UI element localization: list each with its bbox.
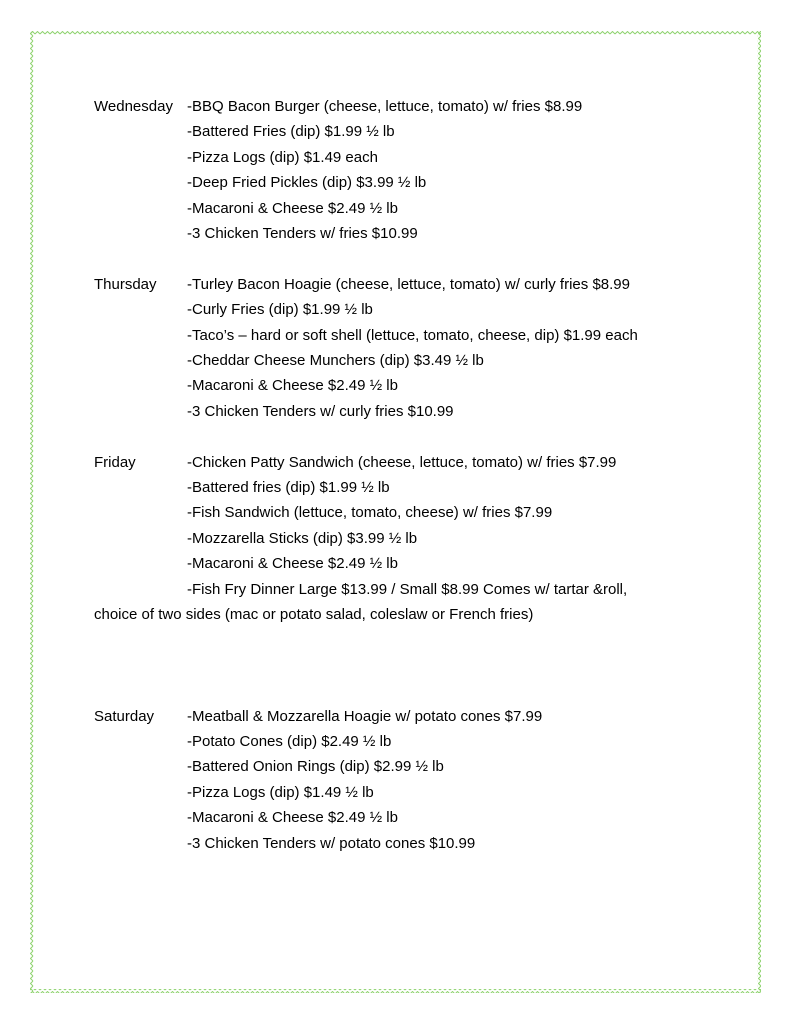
border-right xyxy=(757,31,761,993)
menu-item: -Mozzarella Sticks (dip) $3.99 ½ lb xyxy=(187,529,418,547)
spacer xyxy=(94,424,734,449)
day-friday xyxy=(94,450,734,628)
menu-item: -Turley Bacon Hoagie (cheese, lettuce, tomato) w/ curly fries $8.99 xyxy=(187,275,630,293)
menu-item: -Potato Cones (dip) $2.49 ½ lb xyxy=(187,732,392,750)
day-wednesday xyxy=(94,94,734,246)
menu-item: -Meatball & Mozzarella Hoagie w/ potato cones $7.99 xyxy=(187,707,543,725)
day-label: Saturday xyxy=(94,707,155,725)
menu-item: -Macaroni & Cheese $2.49 ½ lb xyxy=(187,377,398,395)
spacer xyxy=(94,628,734,704)
spacer xyxy=(94,246,734,271)
menu-item: -Taco’s – hard or soft shell (lettuce, tomato, cheese, dip) $1.99 each xyxy=(187,326,638,344)
menu-item: -Curly Fries (dip) $1.99 ½ lb xyxy=(187,301,373,319)
menu-item: -Battered Onion Rings (dip) $2.99 ½ lb xyxy=(187,758,444,776)
day-label: Friday xyxy=(94,453,136,471)
menu-item: -Cheddar Cheese Munchers (dip) $3.49 ½ lb xyxy=(187,352,484,370)
border-bottom xyxy=(30,989,761,993)
day-saturday xyxy=(94,704,734,856)
menu-item: -Macaroni & Cheese $2.49 ½ lb xyxy=(187,199,398,217)
menu-item: -BBQ Bacon Burger (cheese, lettuce, tomato) w/ fries $8.99 xyxy=(187,98,583,115)
weekly-menu xyxy=(94,94,734,856)
day-label: Thursday xyxy=(94,275,157,293)
menu-item: -Battered Fries (dip) $1.99 ½ lb xyxy=(187,123,395,141)
menu-item: -Fish Fry Dinner Large $13.99 / Small $8.99 Comes w/ tartar &roll, xyxy=(187,580,628,598)
menu-item-continuation: choice of two sides (mac or potato salad, coleslaw or French fries) xyxy=(94,606,534,624)
menu-item: -Fish Sandwich (lettuce, tomato, cheese) w/ fries $7.99 xyxy=(187,504,553,522)
day-label: Wednesday xyxy=(94,98,173,115)
menu-item: -3 Chicken Tenders w/ potato cones $10.99 xyxy=(187,834,476,852)
menu-item: -Macaroni & Cheese $2.49 ½ lb xyxy=(187,809,398,827)
menu-item: -Chicken Patty Sandwich (cheese, lettuce, tomato) w/ fries $7.99 xyxy=(187,453,617,471)
border-top xyxy=(30,31,761,35)
menu-item: -Pizza Logs (dip) $1.49 each xyxy=(187,148,378,166)
border-left xyxy=(30,31,34,993)
menu-item: -3 Chicken Tenders w/ fries $10.99 xyxy=(187,225,418,243)
menu-item: -Deep Fried Pickles (dip) $3.99 ½ lb xyxy=(187,174,427,192)
menu-item: -Macaroni & Cheese $2.49 ½ lb xyxy=(187,555,398,573)
menu-item: -Battered fries (dip) $1.99 ½ lb xyxy=(187,479,390,497)
menu-item: -3 Chicken Tenders w/ curly fries $10.99 xyxy=(187,402,454,420)
menu-item: -Pizza Logs (dip) $1.49 ½ lb xyxy=(187,783,374,801)
day-thursday xyxy=(94,272,734,424)
